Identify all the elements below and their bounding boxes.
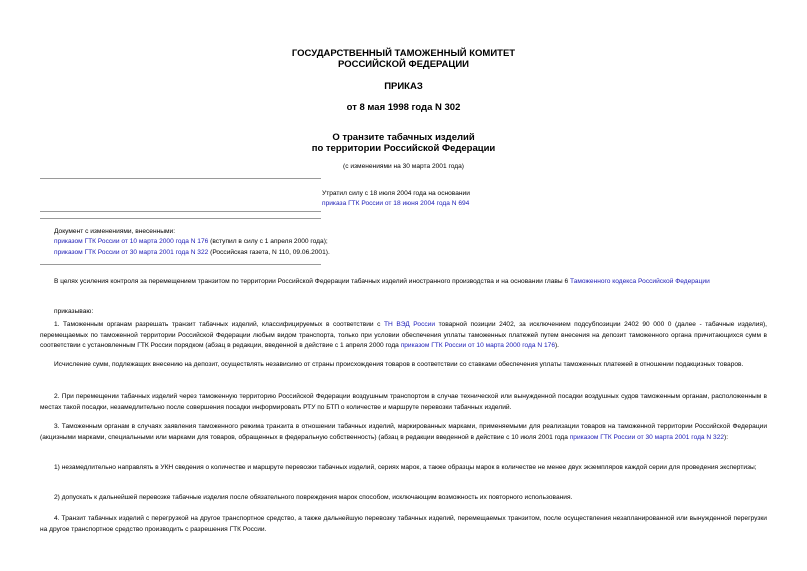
tnved-link[interactable]: ТН ВЭД России — [384, 321, 436, 328]
agency-name-line1: ГОСУДАРСТВЕННЫЙ ТАМОЖЕННЫЙ КОМИТЕТ — [291, 48, 516, 59]
change-item-1-note: (вступил в силу с 1 апреля 2000 года); — [208, 238, 328, 245]
changes-heading: Документ с изменениями, внесенными: — [54, 228, 176, 235]
paragraph-2: 2. При перемещении табачных изделий через таможенную территорию Российской Федерации воздушным транспортом в случае технической или вынужденной посадки воздушных судов таможенным органам, расположенным в местах такой посадки, незамедлительно после совершения посадки информировать РТУ по БТП о количестве и маршруте перевозки табачных изделий. — [40, 393, 767, 411]
expired-notice: Утратил силу с 18 июля 2004 года на основании — [322, 190, 470, 197]
divider — [40, 218, 321, 219]
document-date-number: от 8 мая 1998 года N 302 — [346, 102, 461, 113]
paragraph-1: 1. Таможенным органам разрешать транзит табачных изделий, классифицируемых в соответствии с ТН ВЭД России товарной позиции 2402, за исключением подсубпозиции 2402 90 000 0 (далее - табачные изделия), перемещаемых по таможенной территории Российской Федерации любым видом транспорта, только при условии обеспечения уплаты таможенных платежей путем внесения на депозит таможенного органа причитающихся сумм в соответствии с установленным ГТК России порядком (абзац в редакции, введенной в действие с 1 апреля 2000 года приказом ГТК России от 10 марта 2000 года N 176). — [40, 321, 767, 350]
order-176-link[interactable]: приказом ГТК России от 10 марта 2000 года N 176 — [400, 342, 555, 350]
change-order-176-link[interactable]: приказом ГТК России от 10 марта 2000 года N 176 — [54, 238, 209, 245]
amendment-note: (с изменениями на 30 марта 2001 года) — [343, 163, 464, 170]
changes-item-1 — [54, 237, 328, 246]
agency-name-line2: РОССИЙСКОЙ ФЕДЕРАЦИИ — [337, 59, 469, 70]
divider — [40, 178, 321, 179]
document-title-line2: по территории Российской Федерации — [311, 143, 496, 154]
document-title-line1: О транзите табачных изделий — [332, 132, 475, 143]
expired-order-link[interactable]: приказа ГТК России от 18 июня 2004 года N 694 — [322, 200, 470, 207]
change-order-322-link[interactable]: приказом ГТК России от 30 марта 2001 года N 322 — [54, 249, 209, 256]
order-word: приказываю: — [54, 308, 94, 315]
document-type: ПРИКАЗ — [384, 81, 423, 92]
paragraph-3-1: 1) незамедлительно направлять в УКН сведения о количестве и маршруте перевозки табачных изделий, сериях марок, а также образцы марок в количестве не менее двух экземпляров каждой серии для проведения экспертизы; — [54, 464, 757, 471]
change-item-2-note: (Российская газета, N 110, 09.06.2001). — [208, 249, 330, 256]
customs-code-link[interactable]: Таможенного кодекса Российской Федерации — [569, 278, 710, 285]
order-322-link[interactable]: приказом ГТК России от 30 марта 2001 года N 322 — [569, 433, 725, 441]
divider — [40, 211, 321, 212]
intro-paragraph: В целях усиления контроля за перемещением транзитом по территории Российской Федерации табачных изделий иностранного производства и на основании главы 6 Таможенного кодекса Российской Федерации — [54, 278, 710, 285]
paragraph-4: 4. Транзит табачных изделий с перегрузкой на другое транспортное средство, а также дальнейшую перевозку табачных изделий, перемещаемых транзитом, после осуществления незапланированной или вынужденной перегрузки на другое транспортное средство производить с разрешения ГТК России. — [40, 515, 767, 533]
changes-item-2 — [54, 248, 330, 257]
paragraph-3: 3. Таможенным органам в случаях заявления таможенного режима транзита в отношении табачных изделий, маркированных марками, применяемыми для реализации товаров на таможенной территории Российской Федерации (акцизными марками, специальными или марками для товаров, обращенных в федеральную собственность) (абзац в редакции введенной в действие с 10 июля 2001 года приказом ГТК России от 30 марта 2001 года N 322): — [40, 423, 767, 441]
paragraph-3-2: 2) допускать к дальнейшей перевозке табачные изделия после обязательного повреждения марок способом, исключающим возможность их повторного использования. — [54, 494, 573, 501]
paragraph-1-2: Исчисление сумм, подлежащих внесению на депозит, осуществлять независимо от страны происхождения товаров в соответствии со ставками обеспечения уплаты таможенных платежей в отношении подакцизных товаров. — [54, 361, 744, 368]
divider — [40, 264, 321, 265]
